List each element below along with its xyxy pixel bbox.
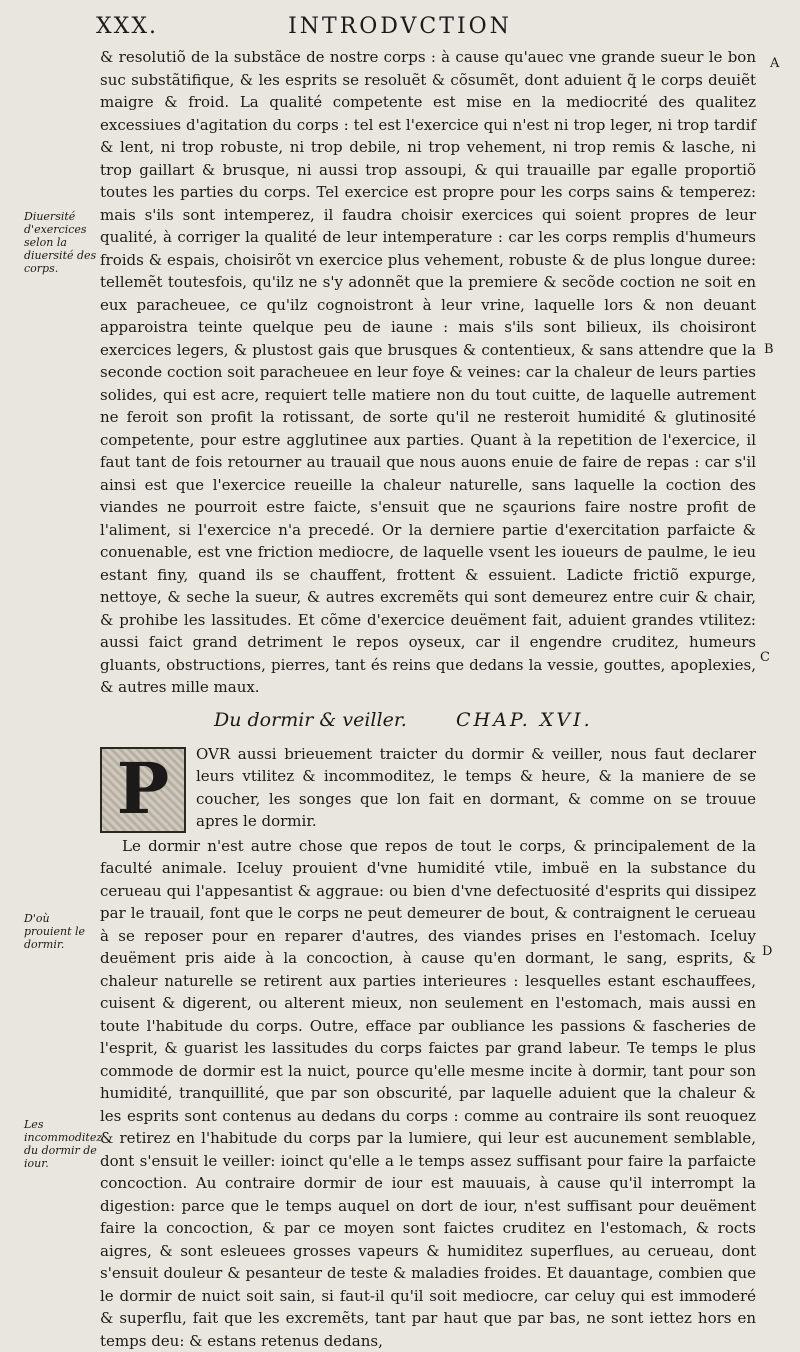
chapter-number: CHAP. XVI.	[456, 709, 593, 732]
running-head	[0, 14, 800, 44]
margin-note-dormir: D'où prouient le dormir.	[24, 912, 98, 951]
running-head-title: INTRODVCTION	[0, 14, 800, 39]
section-letter-b: B	[764, 342, 774, 357]
main-text	[100, 46, 756, 1352]
folio: XXX.	[96, 14, 158, 39]
paragraph-dormir: Le dormir n'est autre chose que repos de tout le corps, & principalement de la faculté animale. Iceluy prouient d'vne humidité vtile, imbuë en la substance du cerueau qui l'appesantist & aggraue: ou bien d'vne defectuosité d'esprits qui dissipez par le trauail, font que le corps ne peut demeurer de bout, & contraignent le cerueau à se reposer pour en reparer d'autres, des viandes prises en l'estomach. Iceluy deuëment pris aide à la concoction, à cause qu'en dormant, le sang, esprits, & chaleur naturelle se retirent aux parties interieures : lesquelles estant eschauffees, cuisent & digerent, ou alterent mieux, non seulement en l'estomach, mais aussi en toute l'habitude du corps. Outre, efface par oubliance les passions & fascheries de l'esprit, & guarist les lassitudes du corps faictes par grand labeur. Te temps le plus commode de dormir est la nuict, pource qu'elle mesme incite à dormir, tant pour son humidité, tranquillité, que par son obscurité, par laquelle aduient que la chaleur & les esprits sont contenus au dedans du corps : comme au contraire ils sont reuoquez & retirez en l'habitude du corps par la lumiere, qui leur est aucunement semblable, dont s'ensuit le veiller: ioinct qu'elle a le temps assez suffisant pour faire la parfaicte concoction. Au contraire dormir de iour est mauuais, à cause qu'il interrompt la digestion: parce que le temps auquel on dort de iour, n'est suffisant pour deuëment faire la concoction, & par ce moyen sont faictes cruditez en l'estomach, & rocts aigres, & sont esleuees grosses vapeurs & humiditez superflues, au cerueau, dont s'ensuit douleur & pesanteur de teste & maladies froides. Et dauantage, combien que le dormir de nuict soit sain, si faut-il qu'il soit mediocre, car celuy qui est immoderé & superflu, fait que les excremẽts, tant par haut que par bas, ne sont iettez hors en temps deu: & estans retenus dedans,	[100, 835, 756, 1352]
margin-note-incommoditez: Les incommoditez du dormir de iour.	[24, 1118, 98, 1170]
paragraph-intro	[100, 743, 756, 833]
dropcap-initial: P	[100, 747, 186, 833]
paragraph-exercice: & resolutiõ de la substãce de nostre corps : à cause qu'auec vne grande sueur le bon suc substãtifique, & les esprits se resoluẽt & cõsumẽt, dont aduient q̃ le corps deuiẽt maigre & froid. La qualité competente est mise en la mediocrité des qualitez excessiues d'agitation du corps : tel est l'exercice qui n'est ni trop leger, ni trop tardif & lent, ni trop robuste, ni trop debile, ni trop vehement, ni trop remis & lasche, ni trop gaillart & brusque, ni aussi trop assoupi, & qui trauaille par egalle proportiõ toutes les parties du corps. Tel exercice est propre pour les corps sains & temperez: mais s'ils sont intemperez, il faudra choisir exercices qui soient propres de leur qualité, à corriger la qualité de leur intemperature : car les corps remplis d'humeurs froids & espais, choisirõt vn exercice plus vehement, robuste & de plus longue duree: tellemẽt toutesfois, qu'ilz ne s'y adonnẽt que la premiere & secõde coction ne soit en eux paracheuee, ce qu'ilz cognoistront à leur vrine, laquelle lors & non deuant apparoistra teinte quelque peu de iaune : mais s'ils sont bilieux, ils choisiront exercices legers, & plustost gais que brusques & contentieux, & sans attendre que la seconde coction soit paracheuee en leur foye & veines: car la chaleur de leurs parties solides, qui est acre, requiert telle matiere non du tout cuitte, de laquelle autrement ne feroit son profit la rotissant, de sorte qu'il ne resteroit humidité & glutinosité competente, pour estre agglutinee aux parties. Quant à la repetition de l'exercice, il faut tant de fois retourner au trauail que nous auons enuie de faire de repas : car s'il ainsi est que l'exercice reueille la chaleur naturelle, sans laquelle la coction des viandes ne pourroit estre faicte, s'ensuit que ne sçaurions faire nostre profit de l'aliment, si l'exercice n'a precedé. Or la derniere partie d'exercitation parfaicte & conuenable, est vne friction mediocre, de laquelle vsent les ioueurs de paulme, le ieu estant finy, quand ils se chauffent, frottent & essuient. Ladicte frictiõ expurge, nettoye, & seche la sueur, & autres excremẽts qui sont demeurez entre cuir & chair, & prohibe les lassitudes. Et cõme d'exercice deuëment fait, aduient grandes vtilitez: aussi faict grand detriment le repos oyseux, car il engendre cruditez, humeurs gluants, obstructions, pierres, tant és reins que dedans la vessie, gouttes, apoplexies, & autres mille maux.	[100, 46, 756, 699]
section-letter-c: C	[760, 650, 770, 665]
section-letter-d: D	[762, 944, 772, 959]
paragraph-intro-text: OVR aussi brieuement traicter du dormir & veiller, nous faut declarer leurs vtilitez & incommoditez, le temps & heure, & la maniere de se coucher, les songes que lon fait en dormant, & comme on se trouue apres le dormir.	[196, 745, 756, 831]
chapter-heading	[100, 709, 756, 735]
section-letter-a: A	[770, 56, 779, 71]
margin-note-diversite: Diuersité d'exercices selon la diuersité des corps.	[24, 210, 98, 275]
chapter-title: Du dormir & veiller.	[214, 709, 407, 732]
